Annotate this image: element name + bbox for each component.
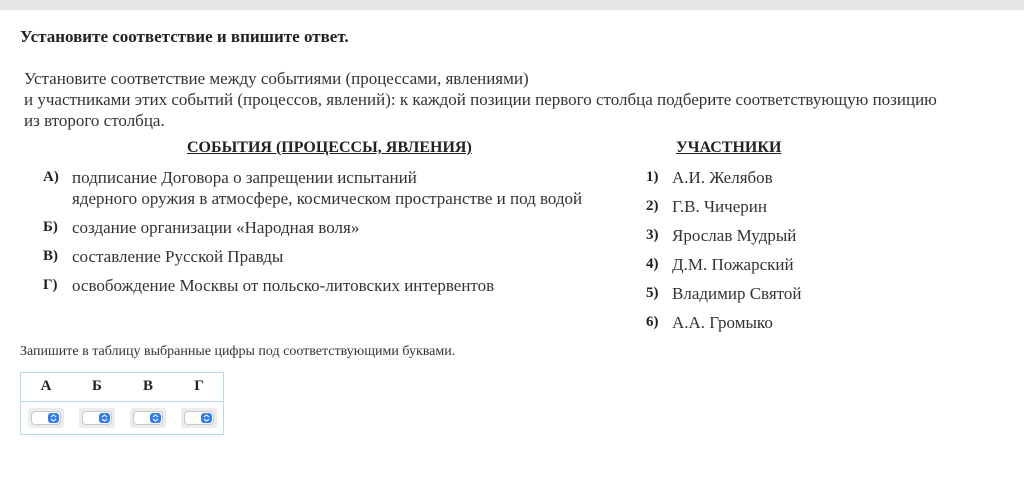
event-key: Б) (43, 219, 58, 235)
answer-table-header (21, 373, 223, 402)
participant-key: 5) (646, 285, 659, 301)
participant-key: 1) (646, 169, 659, 185)
participant-key: 6) (646, 314, 659, 330)
event-key: А) (43, 169, 59, 185)
select-field[interactable] (82, 411, 112, 425)
participant-key: 4) (646, 256, 659, 272)
select-field[interactable] (31, 411, 61, 425)
instruction-line: и участниками этих событий (процессов, явлений): к каждой позиции первого столбца подберите соответствующую позицию (24, 90, 937, 109)
column-header-b: Б (92, 378, 102, 394)
answer-table (20, 372, 224, 435)
column-header-v: В (142, 378, 153, 394)
event-text: составление Русской Правды (72, 247, 284, 266)
event-text: подписание Договора о запрещении испытаний (72, 168, 417, 187)
event-text: ядерного оружия в атмосфере, космическом пространстве и под водой (72, 189, 583, 208)
top-bar (0, 0, 1024, 10)
instruction-line: из второго столбца. (24, 111, 165, 130)
column-header-g: Г (194, 378, 204, 394)
select-arrows-icon (150, 413, 161, 423)
answer-select-b[interactable] (79, 408, 115, 428)
column-header-a: А (40, 378, 52, 394)
participants-column-header: УЧАСТНИКИ (676, 139, 782, 156)
participant-text: А.И. Желябов (672, 168, 773, 187)
event-text: создание организации «Народная воля» (72, 218, 360, 237)
events-column-header: СОБЫТИЯ (ПРОЦЕССЫ, ЯВЛЕНИЯ) (187, 139, 472, 156)
instruction-line: Установите соответствие между событиями (процессами, явлениями) (24, 69, 529, 88)
event-key: В) (43, 248, 58, 264)
participant-text: Д.М. Пожарский (672, 255, 794, 274)
select-arrows-icon (48, 413, 59, 423)
answer-select-a[interactable] (28, 408, 64, 428)
answer-note: Запишите в таблицу выбранные цифры под соответствующими буквами. (20, 344, 456, 359)
answer-select-v[interactable] (130, 408, 166, 428)
task-title: Установите соответствие и впишите ответ. (20, 27, 349, 46)
select-arrows-icon (99, 413, 110, 423)
participant-text: Владимир Святой (672, 284, 802, 303)
event-key: Г) (43, 277, 58, 293)
participant-text: Г.В. Чичерин (672, 197, 767, 216)
select-field[interactable] (184, 411, 214, 425)
event-text: освобождение Москвы от польско-литовских интервентов (72, 276, 495, 295)
participant-key: 2) (646, 198, 659, 214)
participant-key: 3) (646, 227, 659, 243)
participant-text: Ярослав Мудрый (672, 226, 797, 245)
select-arrows-icon (201, 413, 212, 423)
select-field[interactable] (133, 411, 163, 425)
answer-select-g[interactable] (181, 408, 217, 428)
participant-text: А.А. Громыко (672, 313, 773, 332)
task-instruction (24, 68, 1014, 131)
